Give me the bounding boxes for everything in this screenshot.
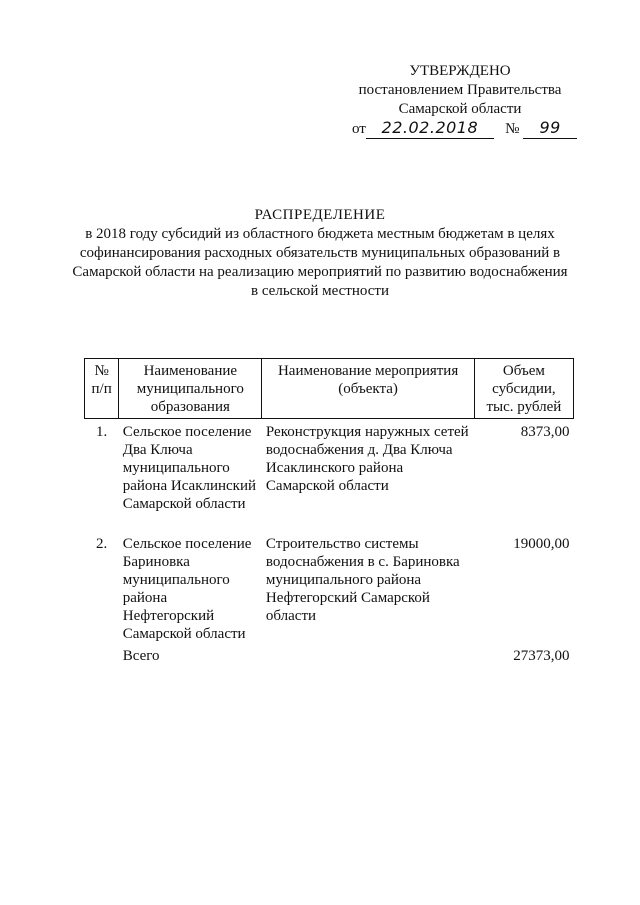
table-row [85,531,574,643]
row-activity: Строительство системы водоснабжения в с. Бариновка муниципального района Нефтегорский Самарской области [265,536,460,624]
number-label: № [505,121,520,137]
table-row [85,419,574,514]
row-municipality: Сельское поселение Бариновка муниципального района Нефтегорский Самарской области [122,536,252,642]
title-block [70,206,570,301]
distribution-table [84,358,574,665]
header-activity: Наименование мероприятия (объекта) [262,359,474,419]
from-label: от [352,121,366,137]
document-title: РАСПРЕДЕЛЕНИЕ [254,207,386,223]
approval-authority: постановлением Правительства [358,82,562,98]
approval-heading: УТВЕРЖДЕНО [409,63,511,79]
total-row [85,643,574,665]
total-label: Всего [122,648,160,664]
approval-date-number [352,118,592,139]
row-amount: 8373,00 [520,424,570,440]
approval-region: Самарской области [398,101,522,117]
row-num: 2. [96,536,108,552]
header-amount: Объем субсидии, тыс. рублей [474,359,573,419]
row-spacer [85,513,574,531]
approval-stamp [330,62,590,119]
row-activity: Реконструкция наружных сетей водоснабжения д. Два Ключа Исаклинского района Самарской области [265,424,469,494]
document-subtitle: в 2018 году субсидий из областного бюджета местным бюджетам в целях софинансирования расходных обязательств муниципальных образований в Самарской области на реализацию мероприятий по развитию водоснабжения в сельской местности [72,226,568,299]
row-num: 1. [96,424,108,440]
handwritten-date: 22.02.2018 [366,118,494,139]
header-municipality: Наименование муниципального образования [119,359,262,419]
handwritten-number: 99 [523,118,577,139]
row-amount: 19000,00 [513,536,570,552]
row-municipality: Сельское поселение Два Ключа муниципального района Исаклинский Самарской области [122,424,257,512]
header-num: № п/п [85,359,119,419]
total-amount: 27373,00 [513,648,570,664]
table-header-row [85,359,574,419]
